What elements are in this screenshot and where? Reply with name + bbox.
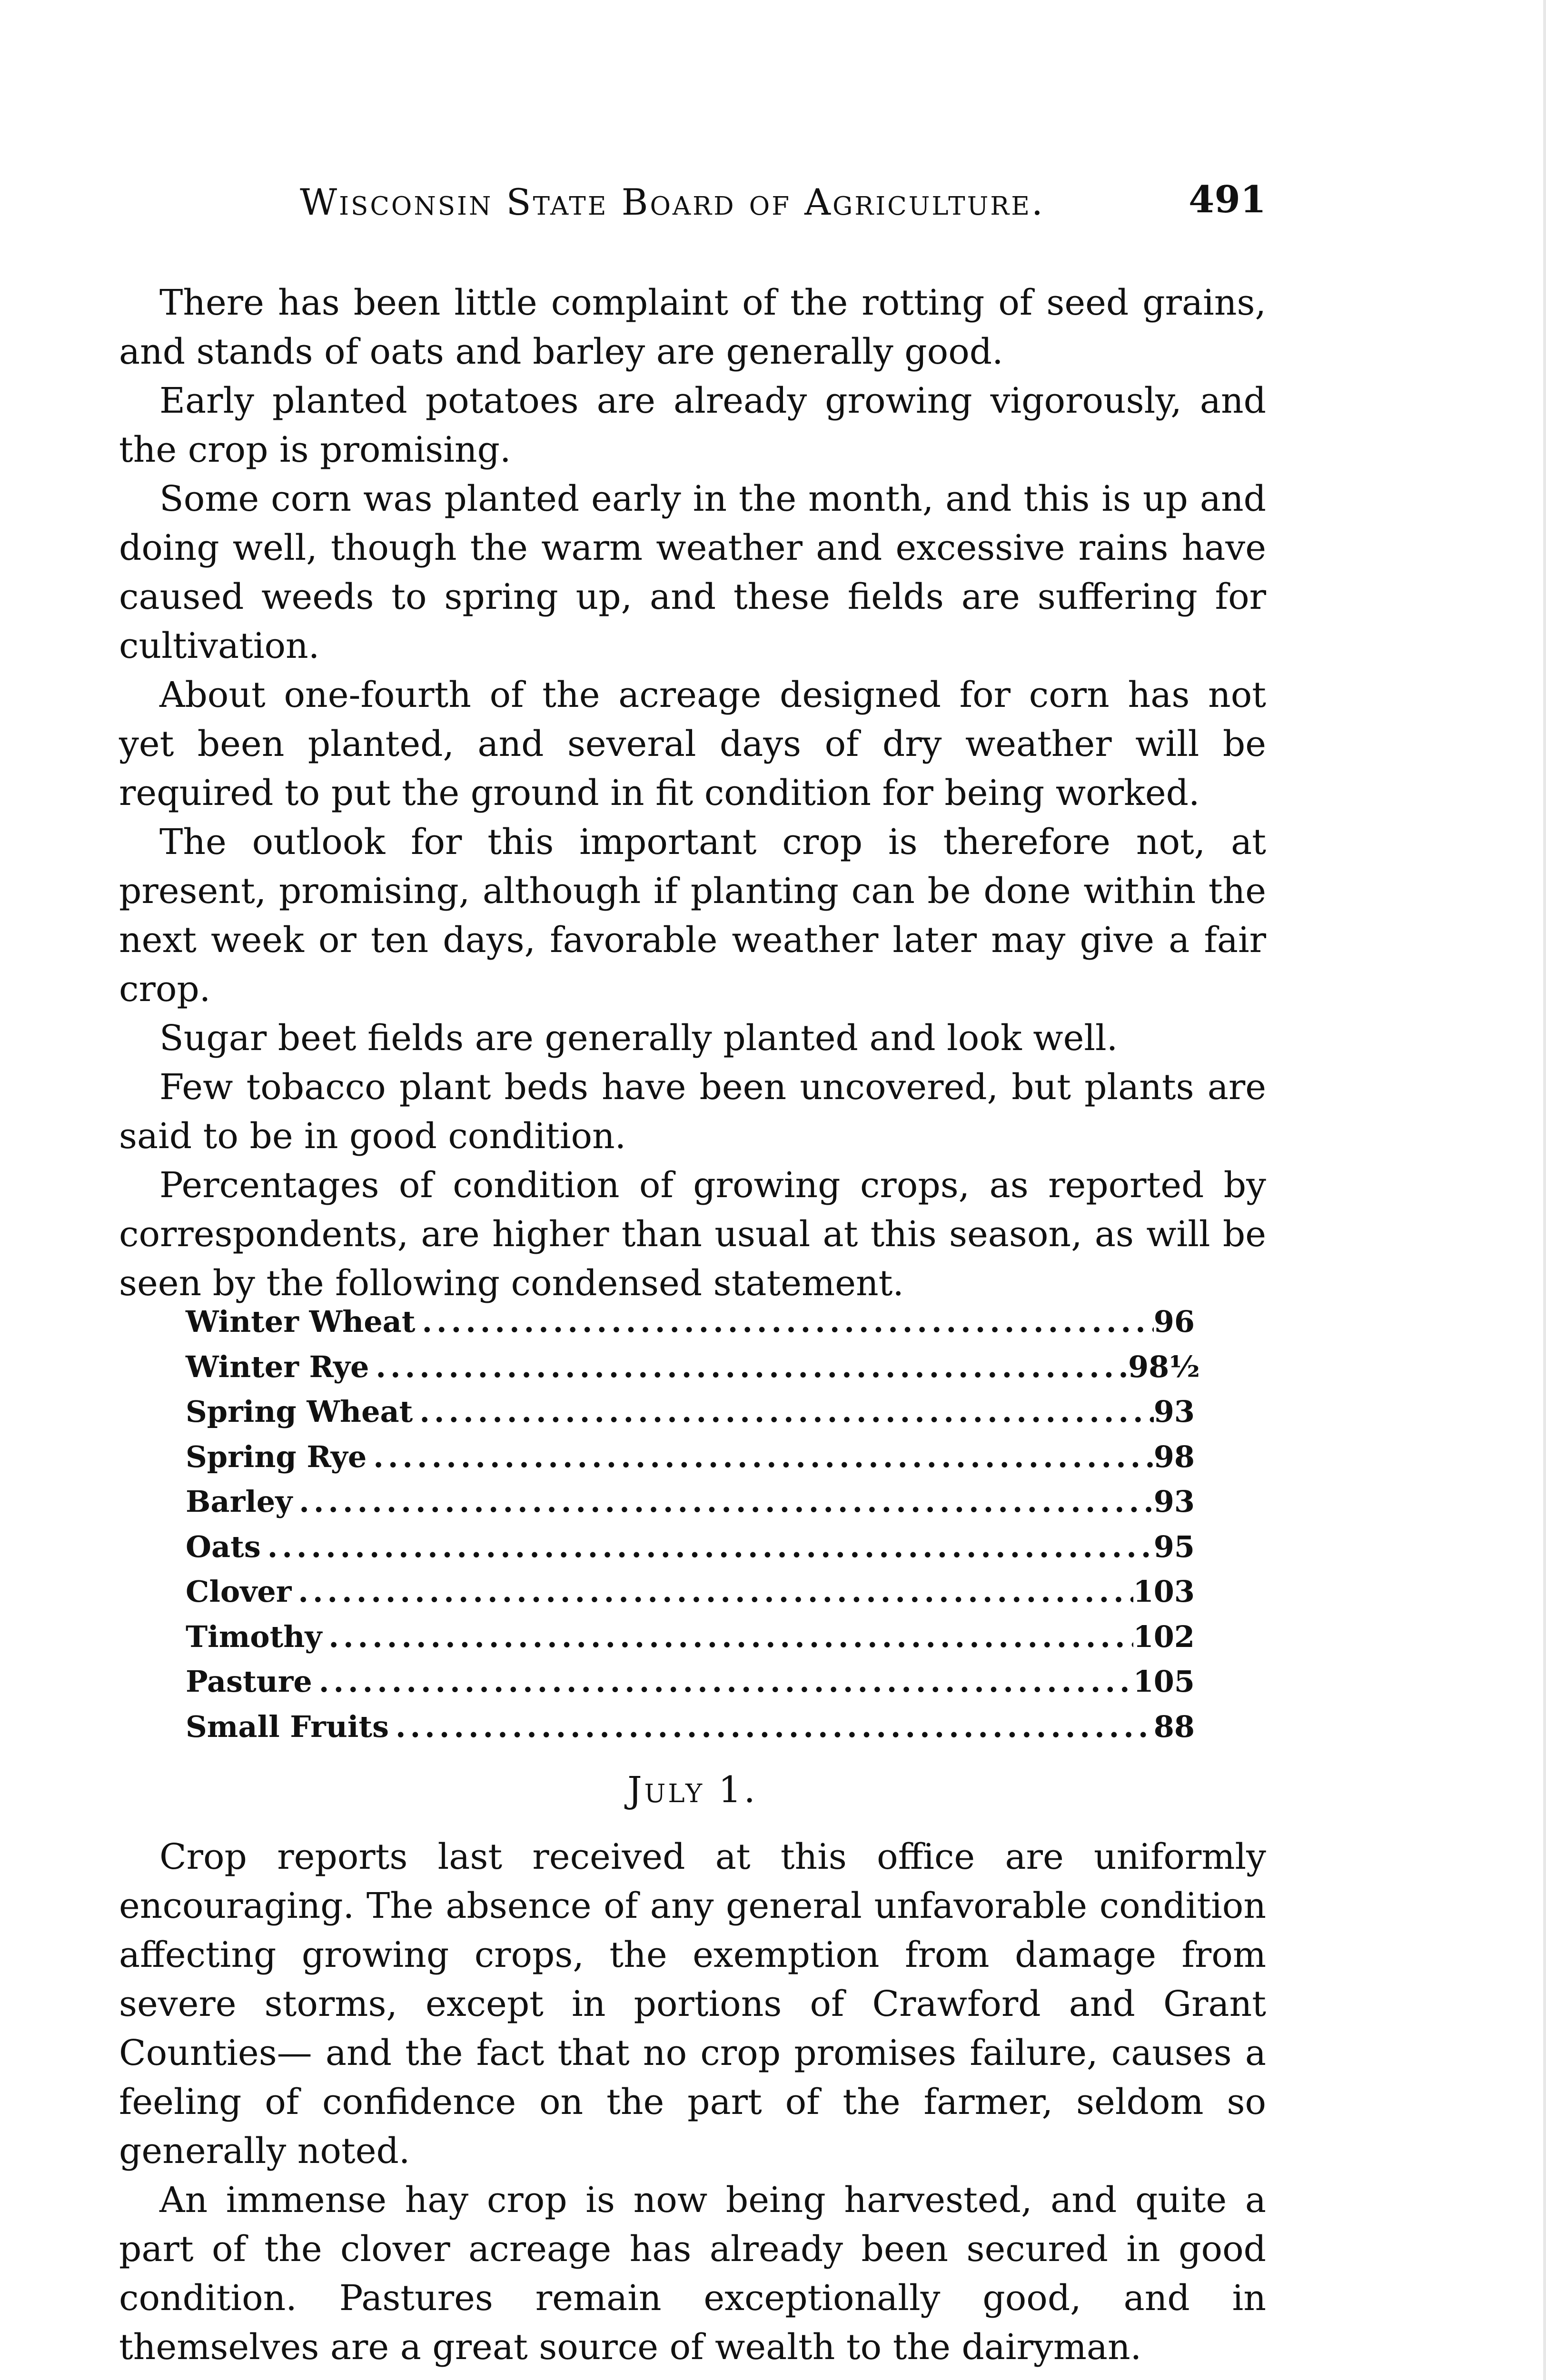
table-row <box>186 1484 1195 1529</box>
dot-leader <box>419 1394 1153 1429</box>
crop-percentage: 93 <box>1153 1394 1195 1429</box>
paragraph: About one-fourth of the acreage designed for corn has not yet been planted, and several days of dry weather will be required to put the ground in fit condition for being worked. <box>119 674 1266 813</box>
dot-leader <box>298 1574 1133 1609</box>
page-number: 491 <box>1189 178 1266 221</box>
crop-percentage: 102 <box>1133 1619 1195 1654</box>
table-row <box>186 1304 1195 1349</box>
crop-percentage: 96 <box>1153 1304 1195 1339</box>
crop-percentage: 93 <box>1153 1484 1195 1519</box>
crop-name: Timothy <box>186 1619 322 1654</box>
paragraph: Crop reports last received at this office are uniformly encouraging. The absence of any general unfavorable condition affecting growing crops, the exemption from damage from severe storms, except in portions of Crawford and Grant Counties— and the fact that no crop promises failure, causes a feeling of confidence on the part of the farmer, seldom so generally noted. <box>119 1836 1266 2172</box>
paragraph: Some corn was planted early in the month, and this is up and doing well, though the warm weather and excessive rains have caused weeds to spring up, and these fields are suffering for cultivation. <box>119 478 1266 666</box>
running-title: Wisconsin State Board of Agriculture. <box>300 181 1045 223</box>
dot-leader <box>396 1709 1154 1744</box>
dot-leader <box>373 1439 1153 1474</box>
crop-name: Spring Rye <box>186 1439 367 1474</box>
crop-condition-table <box>186 1304 1200 1754</box>
table-row <box>186 1529 1195 1575</box>
page-edge <box>1543 0 1546 2380</box>
dot-leader <box>319 1664 1133 1699</box>
crop-name: Small Fruits <box>186 1709 389 1744</box>
crop-percentage: 98½ <box>1128 1349 1200 1384</box>
dot-leader <box>268 1529 1154 1564</box>
paragraph: Few tobacco plant beds have been uncovered, but plants are said to be in good condition. <box>119 1067 1266 1157</box>
dot-leader <box>376 1349 1128 1384</box>
paragraph: The outlook for this important crop is therefore not, at present, promising, although if planting can be done within the next week or ten days, favorable weather later may give a fair crop. <box>119 822 1266 1010</box>
table-row <box>186 1709 1195 1755</box>
crop-percentage: 105 <box>1133 1664 1195 1699</box>
table-row <box>186 1439 1195 1485</box>
dot-leader <box>299 1484 1153 1519</box>
dot-leader <box>328 1619 1133 1654</box>
table-row <box>186 1574 1195 1619</box>
crop-name: Spring Wheat <box>186 1394 413 1429</box>
crop-percentage: 95 <box>1153 1529 1195 1564</box>
page-header <box>119 171 1266 228</box>
body-text-top <box>119 278 1266 1308</box>
paragraph: There has been little complaint of the rotting of seed grains, and stands of oats and barley are generally good. <box>119 282 1266 372</box>
crop-name: Barley <box>186 1484 293 1519</box>
section-heading: July 1. <box>627 1768 758 1811</box>
crop-name: Pasture <box>186 1664 312 1699</box>
crop-percentage: 98 <box>1153 1439 1195 1474</box>
crop-percentage: 88 <box>1153 1709 1195 1744</box>
crop-name: Oats <box>186 1529 261 1564</box>
crop-name: Clover <box>186 1574 292 1609</box>
table-row <box>186 1394 1195 1439</box>
crop-name: Winter Wheat <box>186 1304 416 1339</box>
paragraph: Percentages of condition of growing crops, as reported by correspondents, are higher than usual at this season, as will be seen by the following condensed statement. <box>119 1165 1266 1304</box>
table-row <box>186 1349 1200 1395</box>
paragraph: Sugar beet fields are generally planted and look well. <box>159 1018 1118 1059</box>
crop-name: Winter Rye <box>186 1349 369 1384</box>
dot-leader <box>422 1304 1153 1339</box>
table-row <box>186 1619 1195 1665</box>
paragraph: Early planted potatoes are already growing vigorously, and the crop is promising. <box>119 380 1266 470</box>
paragraph: An immense hay crop is now being harvested, and quite a part of the clover acreage has already been secured in good condition. Pastures remain exceptionally good, and in themselves are a great source of wealth to the dairyman. <box>119 2180 1266 2368</box>
body-text-bottom <box>119 1833 1266 2372</box>
crop-percentage: 103 <box>1133 1574 1195 1609</box>
table-row <box>186 1664 1195 1709</box>
